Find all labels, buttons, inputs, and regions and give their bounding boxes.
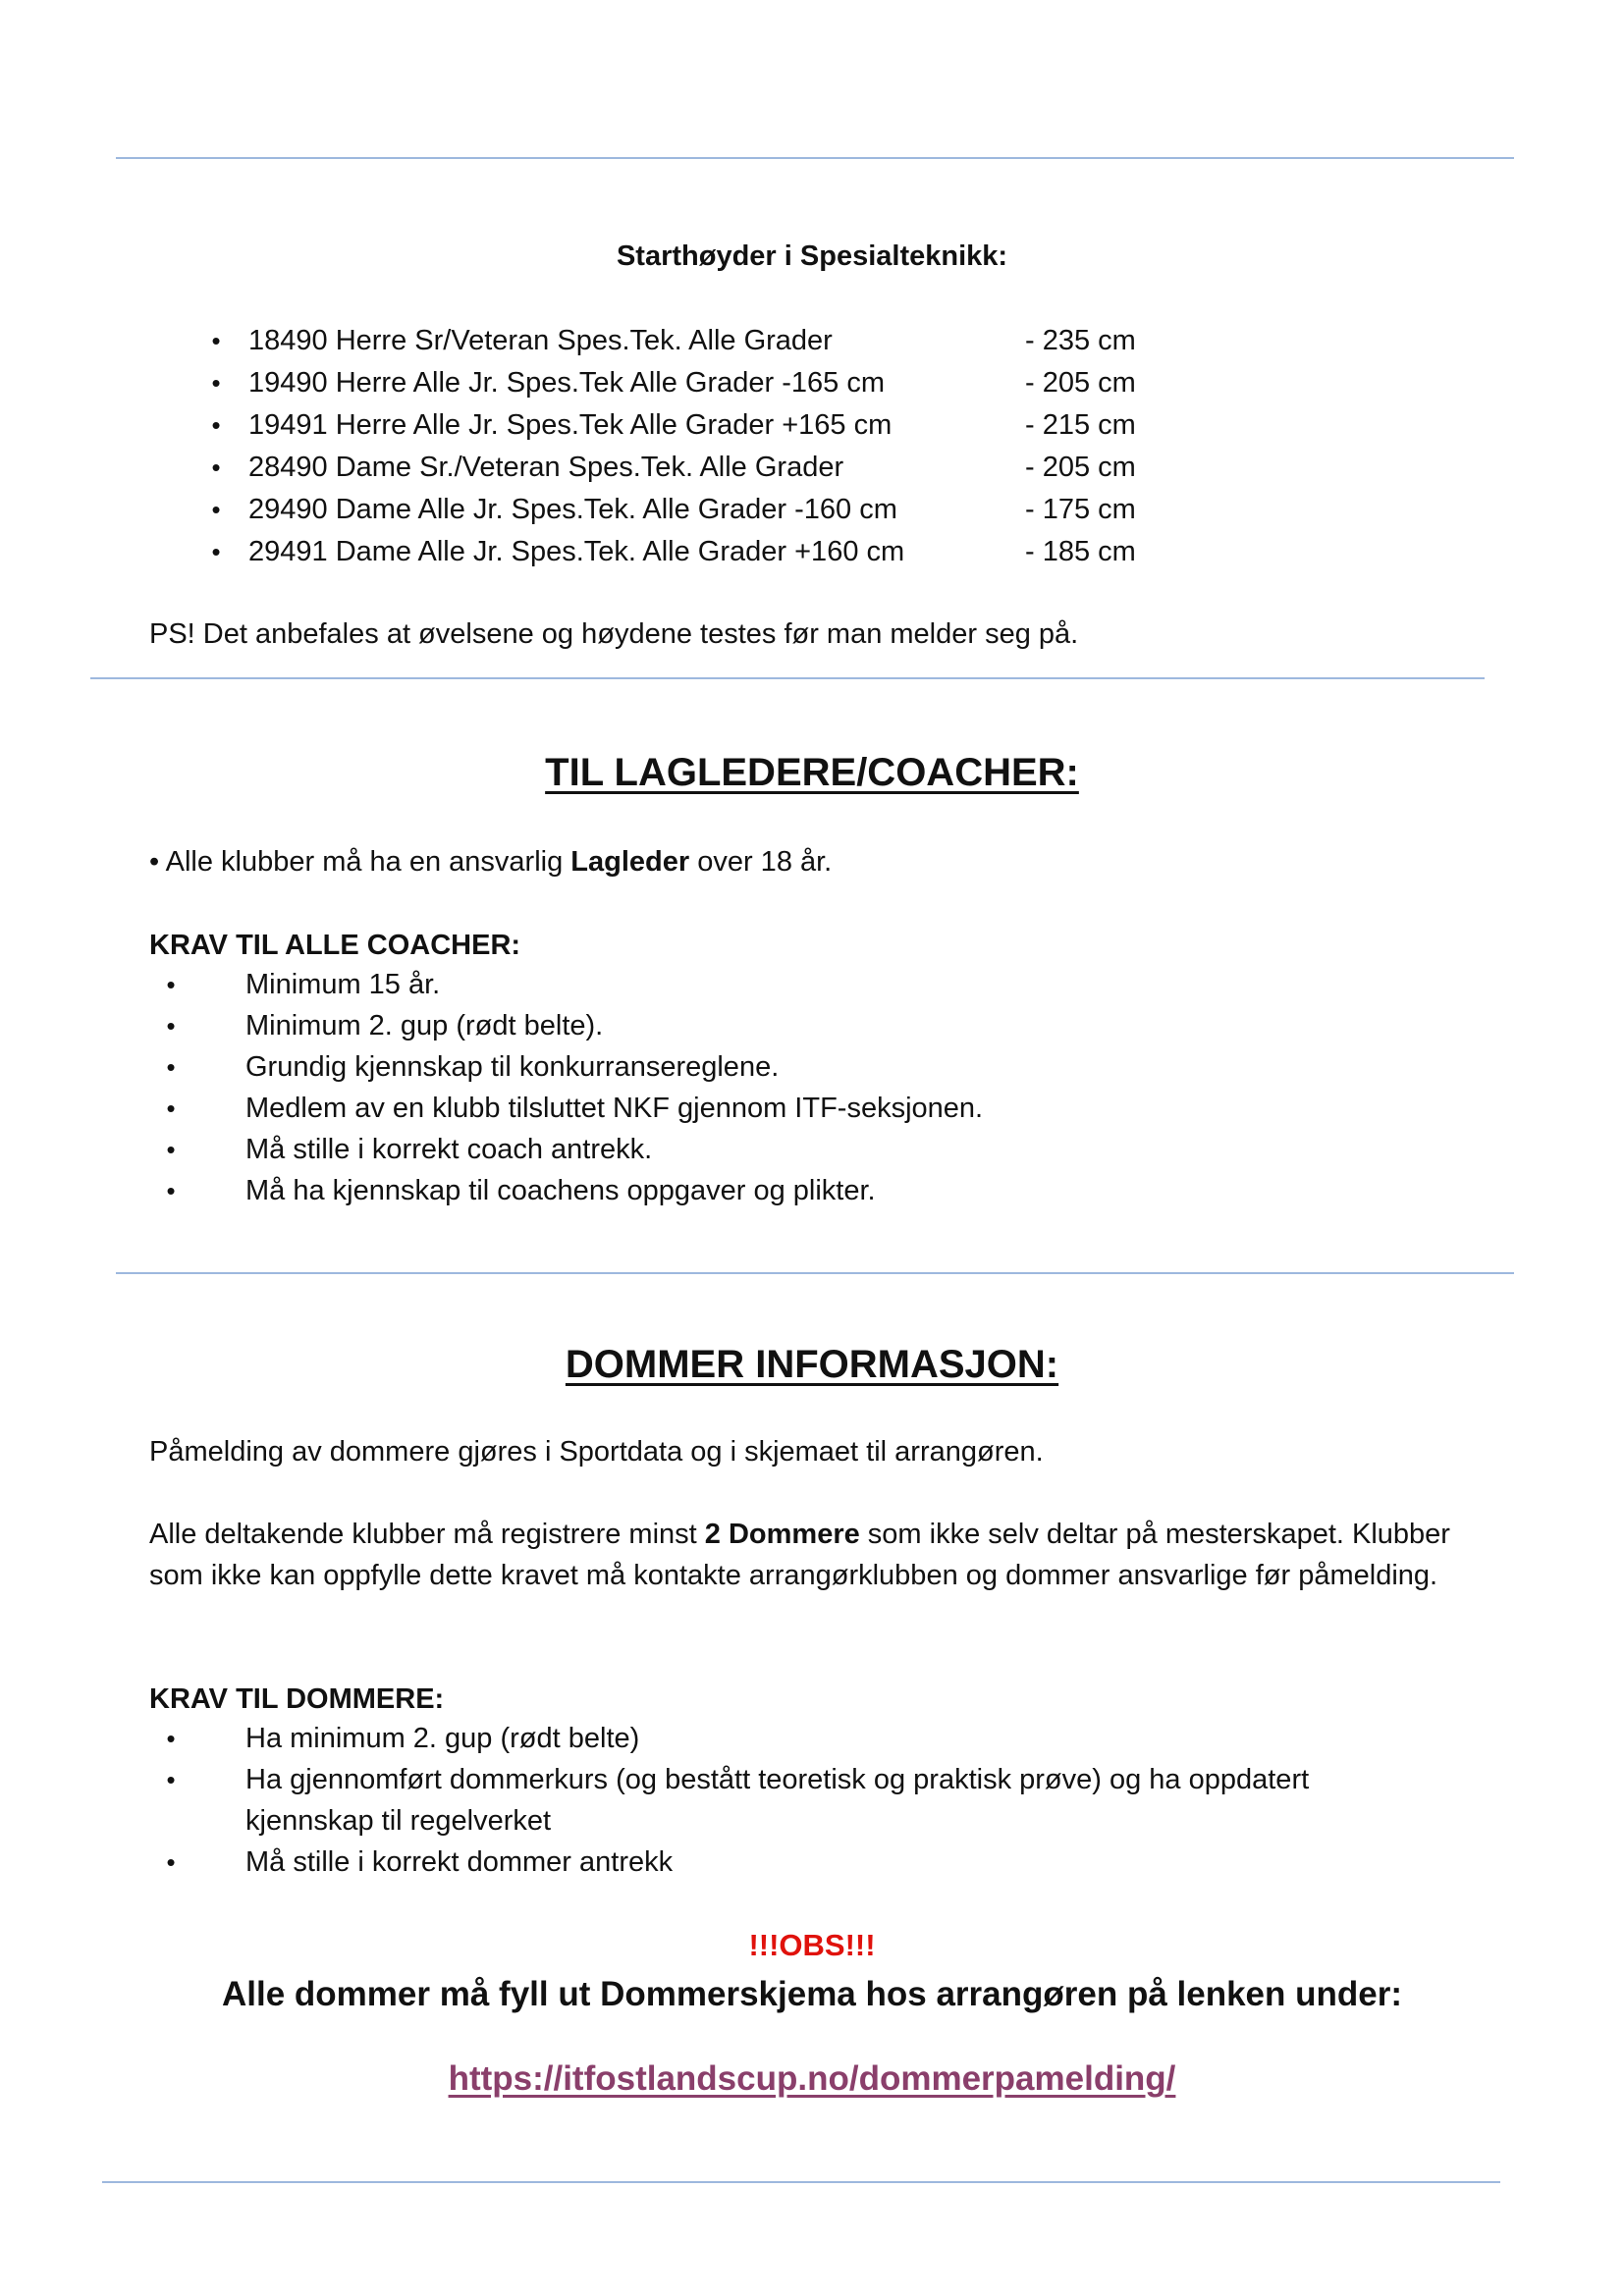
- bullet-icon: •: [166, 1724, 176, 1753]
- list-item: [98, 1088, 1473, 1129]
- list-item: [98, 964, 1473, 1005]
- spec-item-label: 29490 Dame Alle Jr. Spes.Tek. Alle Grader -160 cm: [248, 494, 897, 525]
- list-item-text: Ha minimum 2. gup (rødt belte): [245, 1723, 640, 1754]
- bullet-icon: •: [166, 1847, 176, 1877]
- spec-item-height: - 205 cm: [1025, 452, 1136, 483]
- list-item: [98, 1005, 1473, 1046]
- spec-item-label: 19490 Herre Alle Jr. Spes.Tek Alle Grader -165 cm: [248, 367, 885, 399]
- spec-item: [147, 320, 1227, 362]
- judges-notice: Alle dommer må fyll ut Dommerskjema hos arrangøren på lenken under:: [222, 1975, 1402, 2013]
- coaches-intro-text-end: over 18 år.: [689, 846, 833, 878]
- spec-title: Starthøyder i Spesialteknikk:: [616, 240, 1008, 272]
- list-item-text: Minimum 15 år.: [245, 969, 441, 1000]
- judges-para-requirement: [149, 1514, 1504, 1596]
- coaches-req-list: [98, 964, 1473, 1211]
- spec-item-height: - 175 cm: [1025, 494, 1136, 525]
- bullet-icon: •: [166, 1094, 176, 1123]
- list-item-text: Må stille i korrekt dommer antrekk: [245, 1846, 674, 1878]
- coaches-heading: TIL LAGLEDERE/COACHER:: [545, 751, 1079, 794]
- spec-ps-note: PS! Det anbefales at øvelsene og høydene testes før man melder seg på.: [149, 618, 1079, 650]
- bullet-icon: •: [166, 1135, 176, 1164]
- spec-item-height: - 205 cm: [1025, 367, 1136, 399]
- spec-item-height: - 215 cm: [1025, 409, 1136, 441]
- spec-item: [147, 489, 1227, 531]
- divider-bottom: [102, 2181, 1500, 2183]
- bullet-icon: •: [166, 1052, 176, 1082]
- list-item-text: Grundig kjennskap til konkurransereglene.: [245, 1051, 780, 1083]
- list-item: [98, 1170, 1473, 1211]
- judges-para-text-end: som ikke selv deltar på mesterskapet. Klubber som ikke kan oppfylle dette kravet må kontakte arrangørklubben og dommer ansvarlige før påmelding.: [149, 1519, 1450, 1591]
- list-item: [98, 1759, 1434, 1842]
- list-item: [98, 1129, 1473, 1170]
- list-item: [98, 1046, 1473, 1088]
- judges-req-list: [98, 1718, 1434, 1883]
- bullet-icon: •: [211, 326, 221, 355]
- link-wrap: [0, 2059, 1624, 2099]
- judges-heading: DOMMER INFORMASJON:: [565, 1343, 1059, 1386]
- list-item-text: Må stille i korrekt coach antrekk.: [245, 1134, 653, 1165]
- judges-req-title: KRAV TIL DOMMERE:: [149, 1683, 445, 1715]
- bullet-icon: •: [166, 970, 176, 999]
- bullet-icon: •: [211, 453, 221, 482]
- spec-list: [147, 320, 1227, 573]
- spec-item: [147, 531, 1227, 573]
- divider-after-coaches: [116, 1272, 1514, 1274]
- list-item-text: Må ha kjennskap til coachens oppgaver og plikter.: [245, 1175, 876, 1206]
- list-item-text: Minimum 2. gup (rødt belte).: [245, 1010, 604, 1041]
- divider-after-spec: [90, 677, 1485, 679]
- list-item-text: Ha gjennomført dommerkurs (og bestått teoretisk og praktisk prøve) og ha oppdatert kjennskap til regelverket: [245, 1764, 1310, 1837]
- spec-item-label: 18490 Herre Sr/Veteran Spes.Tek. Alle Grader: [248, 325, 833, 356]
- spec-item-label: 29491 Dame Alle Jr. Spes.Tek. Alle Grader +160 cm: [248, 536, 905, 567]
- spec-item: [147, 362, 1227, 404]
- list-item-text: Medlem av en klubb tilsluttet NKF gjennom ITF-seksjonen.: [245, 1093, 984, 1124]
- bullet-icon: •: [166, 1176, 176, 1205]
- judge-signup-link[interactable]: https://itfostlandscup.no/dommerpamelding/: [448, 2059, 1176, 2098]
- obs-alert: !!!OBS!!!: [748, 1928, 876, 1962]
- coaches-intro-bold: Lagleder: [570, 846, 690, 878]
- coaches-req-title: KRAV TIL ALLE COACHER:: [149, 930, 521, 961]
- coaches-intro-text: • Alle klubber må ha en ansvarlig: [149, 846, 571, 878]
- bullet-icon: •: [166, 1011, 176, 1041]
- judges-para-text: Alle deltakende klubber må registrere minst: [149, 1519, 705, 1550]
- bullet-icon: •: [211, 495, 221, 524]
- coaches-intro: [149, 841, 1524, 882]
- bullet-icon: •: [211, 537, 221, 566]
- spec-item: [147, 404, 1227, 447]
- spec-item-label: 19491 Herre Alle Jr. Spes.Tek Alle Grader +165 cm: [248, 409, 893, 441]
- list-item: [98, 1718, 1434, 1759]
- bullet-icon: •: [211, 410, 221, 440]
- judges-para-signup: Påmelding av dommere gjøres i Sportdata og i skjemaet til arrangøren.: [149, 1436, 1044, 1468]
- spec-item-label: 28490 Dame Sr./Veteran Spes.Tek. Alle Grader: [248, 452, 844, 483]
- bullet-icon: •: [211, 368, 221, 398]
- judges-para-bold: 2 Dommere: [704, 1519, 860, 1550]
- spec-item-height: - 235 cm: [1025, 325, 1136, 356]
- divider-top: [116, 157, 1514, 159]
- spec-item: [147, 447, 1227, 489]
- list-item: [98, 1842, 1434, 1883]
- bullet-icon: •: [166, 1765, 176, 1794]
- spec-item-height: - 185 cm: [1025, 536, 1136, 567]
